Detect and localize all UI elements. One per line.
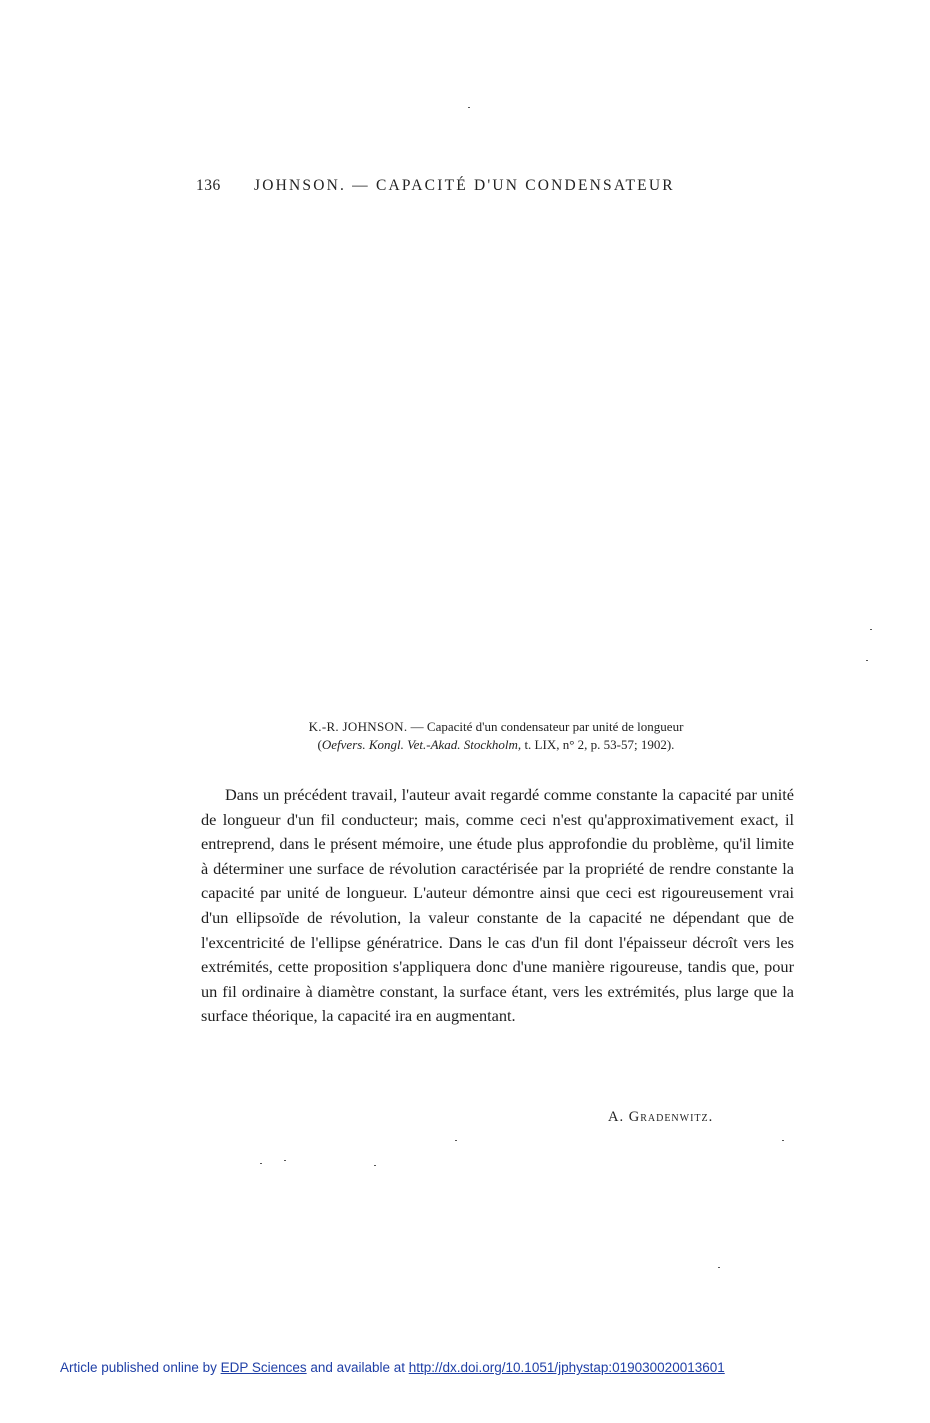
scan-speck	[374, 1165, 376, 1166]
signature	[608, 1109, 713, 1126]
citation-paren: (	[317, 737, 322, 752]
citation-line-2	[196, 736, 796, 754]
citation-line-1	[196, 718, 796, 736]
citation-author: K.-R. JOHNSON.	[308, 719, 408, 734]
scan-speck	[284, 1160, 286, 1161]
abstract-paragraph: Dans un précédent travail, l'auteur avait regardé comme constante la capacité par unité de longueur d'un fil conducteur; mais, comme ceci n'est qu'approximativement exact, il entreprend, dans le présent mémoire, une étude plus approfondie du problème, qu'il limite à déterminer une surface de révolution caractérisée par la propriété de rendre constante la capacité par unité de longueur. L'auteur démontre ainsi que ceci est rigoureusement vrai d'un ellipsoïde de révolution, la valeur constante de la capacité ne dépendant que de l'excentricité de l'ellipse génératrice. Dans le cas d'un fil dont l'épaisseur décroît vers les extrémités, cette proposition s'appliquera donc d'une manière rigoureuse, tandis que, pour un fil ordinaire à diamètre constant, la surface étant, vers les extrémités, plus large que la surface théorique, la capacité ira en augmentant.	[201, 785, 794, 1026]
citation	[196, 718, 796, 754]
citation-journal: Oefvers. Kongl. Vet.-Akad. Stockholm,	[321, 737, 522, 752]
scan-speck	[455, 1140, 457, 1141]
scan-speck	[870, 629, 872, 630]
signature-name: Gradenwitz.	[628, 1109, 714, 1125]
citation-volume: t. LIX, n° 2, p. 53-57; 1902).	[521, 737, 675, 752]
footer-middle: and available at	[306, 1360, 409, 1375]
publisher-link[interactable]: EDP Sciences	[220, 1360, 307, 1375]
scan-speck	[866, 660, 868, 661]
page-number: 136	[196, 177, 221, 194]
running-title: JOHNSON. — CAPACITÉ D'UN CONDENSATEUR	[254, 177, 675, 194]
footer	[60, 1360, 725, 1375]
citation-title: Capacité d'un condensateur par unité de longueur	[426, 719, 684, 734]
footer-prefix: Article published online by	[60, 1360, 221, 1375]
running-head	[196, 177, 736, 195]
scan-speck	[260, 1163, 262, 1164]
doi-link[interactable]: http://dx.doi.org/10.1051/jphystap:019030020013601	[408, 1360, 725, 1375]
scan-speck	[718, 1267, 720, 1268]
scan-speck	[782, 1140, 784, 1141]
signature-initial: A.	[608, 1109, 625, 1125]
citation-separator: —	[407, 719, 427, 734]
scan-speck	[468, 107, 470, 108]
